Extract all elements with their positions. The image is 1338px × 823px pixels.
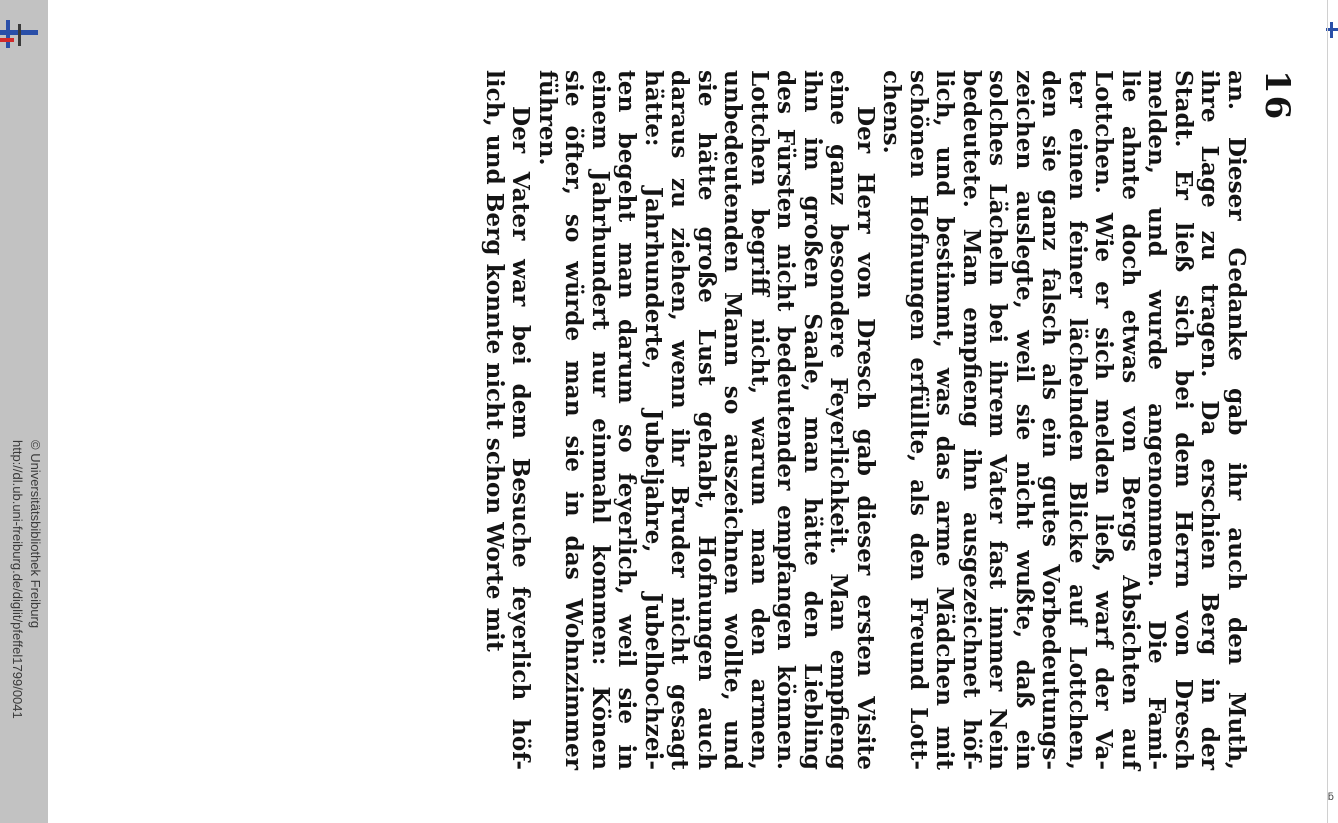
text-line: an. Dieser Gedanke gab ihr auch den Muth, [1223, 70, 1250, 770]
page-number: 16 [1257, 70, 1297, 122]
text-line: Stadt. Er ließ sich bei dem Herrn von Dresch [1170, 70, 1197, 770]
text-line: lich, und bestimmt, was das arme Mädchen mit [931, 70, 959, 770]
text-line: Lottchen. Wie er sich melden ließ, warf der Va- [1090, 70, 1118, 770]
text-line: solches Lächeln bei ihrem Vater fast immer Nein [984, 70, 1012, 770]
text-line: schönen Hofnungen erfüllte, als den Freund Lott- [905, 70, 932, 770]
text-line: sie hätte große Lust gehabt, Hofnungen auch [693, 70, 720, 770]
text-line: lich, und Berg konnte nicht schon Worte mit [481, 70, 508, 652]
text-line: bedeutete. Man empfieng ihn ausgezeichnet höf- [958, 70, 985, 770]
copyright-notice: © Universitätsbibliothek Freiburg [28, 440, 43, 629]
text-line: den sie ganz falsch als ein gutes Vorbedeutungs- [1037, 70, 1065, 770]
text-line: unbedeutenden Mann so auszeichnen wollte, und [719, 70, 747, 770]
page-edge [1327, 0, 1328, 823]
text-line: chens. [878, 70, 906, 154]
text-line: melden, und wurde angenommen. Die Fami- [1143, 70, 1171, 770]
text-line: ihre Lage zu tragen. Da erschien Berg in der [1196, 70, 1224, 770]
text-line: Der Herr von Dresch gab dieser ersten Visite [852, 106, 879, 770]
text-line: Lottchen begriff nicht, warum man den armen, [746, 70, 773, 770]
text-line: einem Jahrhundert nur einmahl kommen: Könen [587, 70, 614, 770]
text-line: ten begeht man darum so feyerlich, weil sie in [613, 70, 641, 770]
text-line: ter einen feiner lächelnden Blicke auf Lottchen, [1064, 70, 1091, 770]
page-text [481, 70, 1250, 770]
text-line: des Fürsten nicht bedeutender empfangen können. [772, 70, 800, 770]
text-line: Der Vater war bei dem Besuche feyerlich höf- [507, 106, 535, 770]
scan-speck: ƃ [1327, 792, 1334, 803]
text-line: hätte: Jahrhunderte, Jubeljahre, Jubelhochzei- [640, 70, 667, 770]
credit-text [0, 0, 48, 823]
source-url[interactable]: http://dl.ub.uni-freiburg.de/diglit/pfeffel1799/0041 [10, 440, 25, 719]
text-line: führen. [534, 70, 561, 166]
text-line: sie öfter, so würde man sie in das Wohnzimmer [560, 70, 588, 770]
text-line: ihn im großen Saale, man hätte den Liebling [799, 70, 826, 770]
text-line: lie ahnte doch etwas von Bergs Absichten auf [1117, 70, 1144, 770]
text-line: zeichen auslegte, weil sie nicht wußte, daß ein [1011, 70, 1038, 770]
text-line: eine ganz besondere Feyerlichkeit. Man empfieng [825, 70, 853, 770]
text-line: daraus zu ziehen, wenn ihr Bruder nicht gesagt [666, 70, 694, 770]
scanned-page [175, 70, 1305, 770]
